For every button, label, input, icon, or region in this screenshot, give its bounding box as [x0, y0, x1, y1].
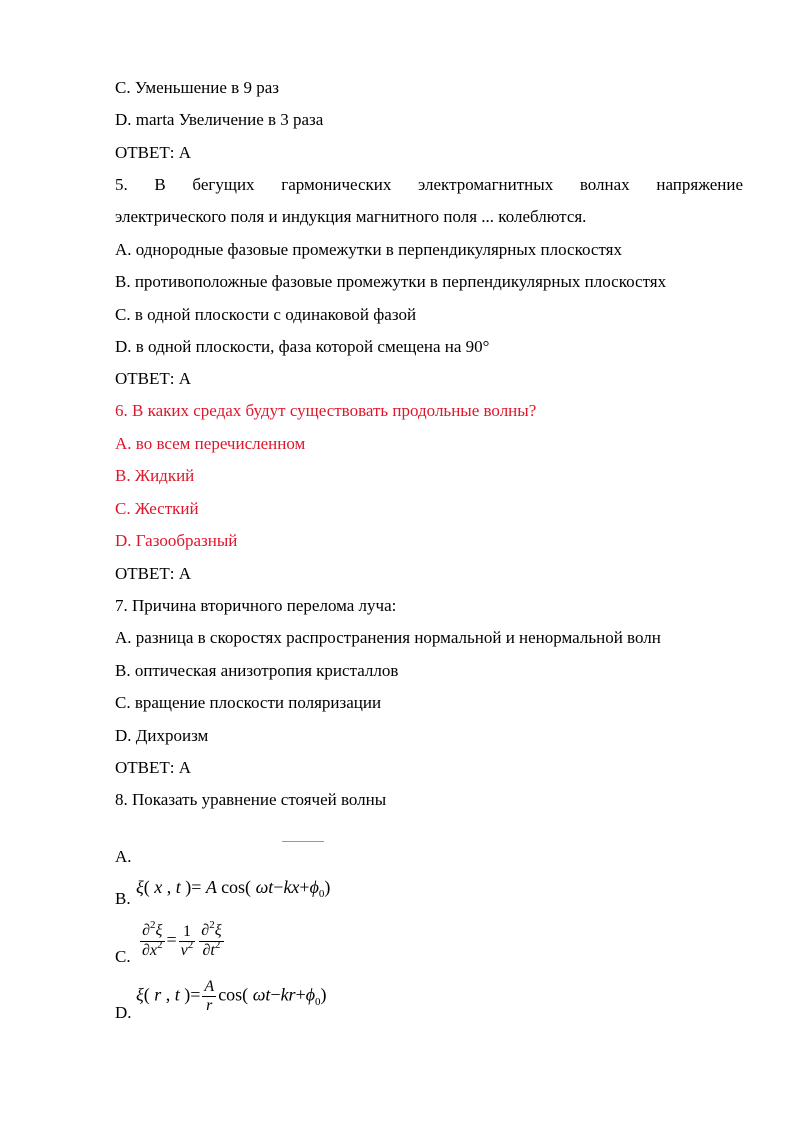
option-c-q8-label: C. — [115, 947, 131, 966]
option-d-q4: D. marta Увеличение в 3 раза — [115, 110, 324, 129]
formula-b: ξ( x , t )= A cos( $\omega t-kx+\phi_0$) — [136, 877, 331, 900]
option-b-q8-label: B. — [115, 889, 131, 908]
option-c-q5: C. в одной плоскости с одинаковой фазой — [115, 305, 417, 324]
answer-q7: ОТВЕТ: А — [115, 758, 192, 777]
question-6: 6. В каких средах будут существовать продольные волны? — [115, 401, 537, 420]
question-5-line1: 5. В бегущих гармонических электромагнитных волнах напряжение — [115, 175, 743, 194]
formula-placeholder-line — [282, 841, 324, 842]
question-5-line2: электрического поля и индукция магнитного поля ... колеблются. — [115, 207, 587, 226]
option-b-q7: B. оптическая анизотропия кристаллов — [115, 661, 399, 680]
option-c-q7: C. вращение плоскости поляризации — [115, 693, 382, 712]
option-b-q5: B. противоположные фазовые промежутки в перпендикулярных плоскостях — [115, 272, 667, 291]
option-a-q5: A. однородные фазовые промежутки в перпендикулярных плоскостях — [115, 240, 622, 259]
option-b-q6: B. Жидкий — [115, 466, 195, 485]
answer-q4: ОТВЕТ: А — [115, 143, 192, 162]
option-d-q6: D. Газообразный — [115, 531, 238, 550]
question-7: 7. Причина вторичного перелома луча: — [115, 596, 397, 615]
option-c-q4: C. Уменьшение в 9 раз — [115, 78, 279, 97]
option-c-q6: C. Жесткий — [115, 499, 199, 518]
answer-q6: ОТВЕТ: А — [115, 564, 192, 583]
answer-q5: ОТВЕТ: А — [115, 369, 192, 388]
formula-d: ξ( r , t )= $\frac{A}{r}$ cos( $\omega t-kr+\phi_0$) — [136, 978, 327, 1014]
option-a-q8-label: A. — [115, 847, 132, 866]
option-d-q5: D. в одной плоскости, фаза которой смещена на 90° — [115, 337, 490, 356]
option-d-q8-label: D. — [115, 1003, 132, 1022]
option-d-q7: D. Дихроизм — [115, 726, 209, 745]
option-a-q6: A. во всем перечисленном — [115, 434, 306, 453]
option-a-q7: A. разница в скоростях распространения нормальной и ненормальной волн — [115, 628, 661, 647]
question-8: 8. Показать уравнение стоячей волны — [115, 790, 387, 809]
formula-c: $\frac{\partial^2\xi}{\partial x^2}$ = $\frac{1}{v^2}$ $\frac{\partial^2\xi}{\partial t^2}$ — [142, 919, 222, 959]
